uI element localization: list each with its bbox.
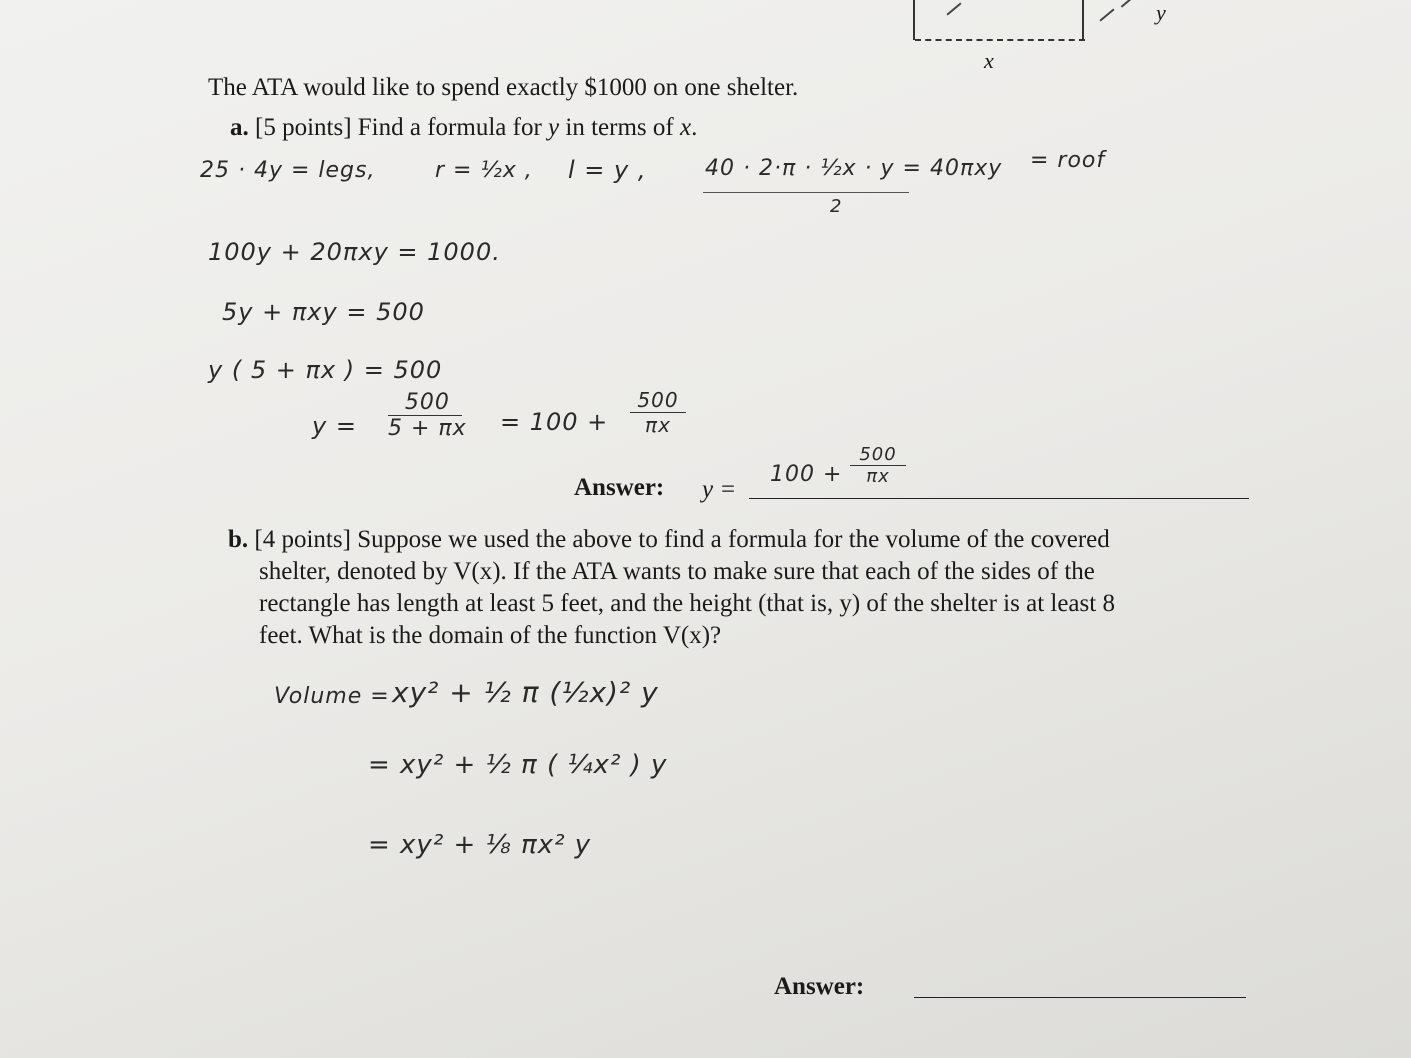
work-a-line5-mid: = 100 + bbox=[500, 408, 609, 436]
diagram-bottom-edge bbox=[915, 39, 1085, 41]
part-b-label: b. bbox=[228, 526, 249, 553]
work-b-line3: = xy² + ⅛ πx² y bbox=[368, 830, 592, 860]
part-b-question-line4: feet. What is the domain of the function V(x)? bbox=[259, 622, 722, 649]
part-a-answer-denominator: πx bbox=[866, 466, 890, 487]
work-a-line4: y ( 5 + πx ) = 500 bbox=[208, 356, 443, 384]
work-a-line5-denominator2: πx bbox=[645, 413, 671, 437]
work-a-line5-fraction bbox=[388, 390, 467, 441]
work-b-line1-lhs: Volume = bbox=[274, 684, 390, 709]
work-a-line5-numerator2: 500 bbox=[637, 388, 679, 412]
work-a-line1-legs: 25 · 4y = legs, bbox=[200, 158, 376, 183]
part-a-question-mid: in terms of bbox=[559, 114, 680, 141]
diagram-diagonal-3 bbox=[1121, 0, 1131, 8]
part-a-answer-numerator: 500 bbox=[859, 444, 897, 465]
part-a-answer-label: Answer: bbox=[574, 474, 665, 501]
part-a-points: [5 points] bbox=[255, 114, 352, 141]
part-b-question-line1 bbox=[228, 526, 1110, 554]
diagram-diagonal-1 bbox=[946, 2, 961, 15]
work-b-line1-rhs: xy² + ½ π (½x)² y bbox=[392, 676, 659, 709]
diagram-x-label: x bbox=[984, 48, 994, 73]
work-a-line1-radius: r = ½x , bbox=[435, 158, 533, 183]
work-a-line5-denominator: 5 + πx bbox=[388, 416, 467, 441]
part-a-answer-value: 100 + bbox=[770, 462, 843, 487]
work-a-line5-fraction2 bbox=[630, 388, 686, 437]
diagram-y-label: y bbox=[1156, 0, 1166, 25]
work-a-line1-fraction-bar bbox=[703, 192, 909, 193]
part-b-question-line2: shelter, denoted by V(x). If the ATA wants to make sure that each of the sides of the bbox=[259, 558, 1095, 585]
work-a-line1-denominator: 2 bbox=[830, 196, 843, 217]
work-a-line5-numerator: 500 bbox=[404, 390, 450, 415]
part-b-question-line3: rectangle has length at least 5 feet, and the height (that is, y) of the shelter is at least 8 bbox=[259, 590, 1115, 617]
part-a-answer-fraction bbox=[850, 444, 906, 487]
part-a-label: a. bbox=[230, 114, 249, 141]
part-a-question-end: . bbox=[691, 114, 698, 141]
work-a-line2: 100y + 20πxy = 1000. bbox=[208, 238, 501, 266]
diagram-diagonal-2 bbox=[1099, 8, 1114, 21]
part-a-var-y: y bbox=[548, 114, 560, 141]
diagram-left-edge bbox=[913, 0, 915, 40]
part-a-answer-var: y = bbox=[702, 476, 737, 503]
work-a-line1-roof-expr: 40 · 2·π · ½x · y = 40πxy bbox=[705, 156, 1003, 181]
work-b-line2: = xy² + ½ π ( ¼x² ) y bbox=[368, 750, 668, 780]
part-b-points: [4 points] bbox=[254, 526, 351, 553]
diagram-right-edge bbox=[1082, 0, 1084, 40]
part-b-answer-line[interactable] bbox=[914, 997, 1246, 998]
intro-text: The ATA would like to spend exactly $1000 on one shelter. bbox=[208, 74, 799, 101]
part-b-line1-text: Suppose we used the above to find a formula for the volume of the covered bbox=[357, 526, 1110, 553]
work-a-line5-lhs: y = bbox=[312, 412, 357, 440]
work-a-line1-length: l = y , bbox=[568, 156, 647, 184]
part-b-answer-label: Answer: bbox=[774, 973, 865, 1000]
work-a-line3: 5y + πxy = 500 bbox=[222, 298, 425, 326]
part-a-question-pre: Find a formula for bbox=[357, 114, 549, 141]
work-a-line1-roof-label: = roof bbox=[1030, 148, 1106, 173]
part-a-answer-line[interactable] bbox=[749, 498, 1249, 499]
part-a-var-x: x bbox=[679, 114, 692, 141]
part-a-question bbox=[230, 114, 697, 142]
